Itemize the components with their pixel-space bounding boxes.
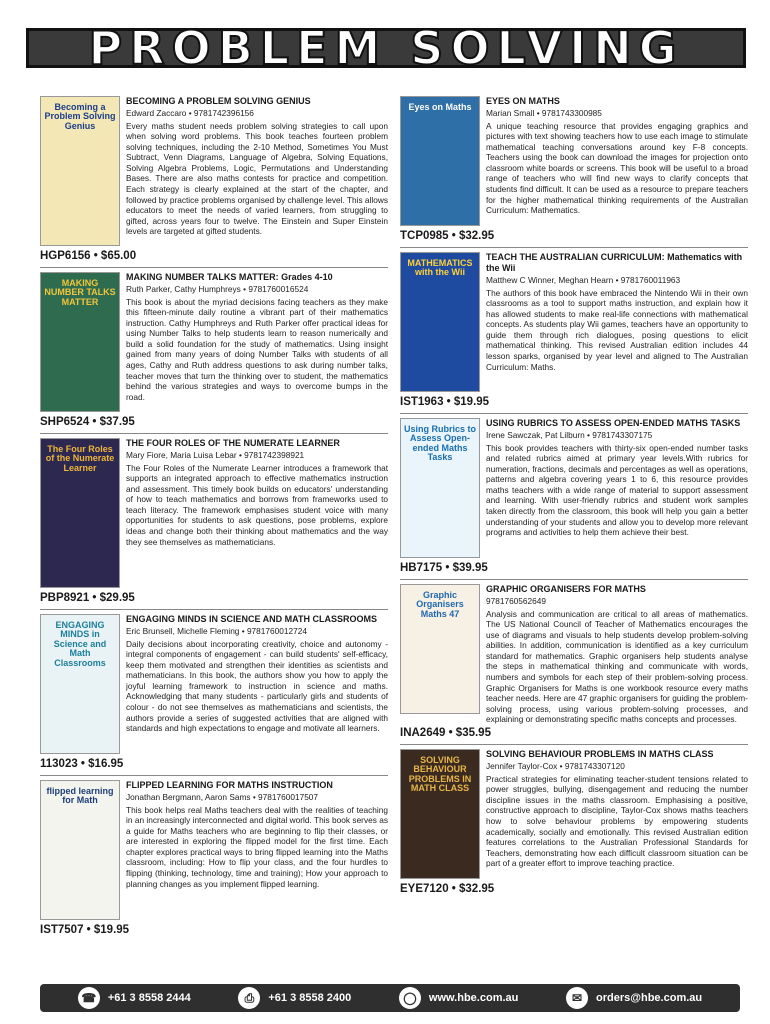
book-title: EYES ON MATHS [486, 96, 560, 106]
book-entry [400, 413, 748, 575]
book-authors-isbn: Eric Brunsell, Michelle Fleming • 9781760012724 [126, 626, 307, 636]
book-authors-isbn: Edward Zaccaro • 9781742396156 [126, 108, 254, 118]
cover-title: The Four Roles of the Numerate Learner [45, 444, 115, 473]
book-authors-isbn: Mary Fiore, Maria Luisa Lebar • 9781742398921 [126, 450, 305, 460]
book-entry [40, 267, 388, 429]
book-description: Every maths student needs problem solving strategies to call upon when solving word problems. This book teaches fourteen problem solving techniques, including the 2-10 Method, Sometimes You Must Subtract, Venn Diagrams, Language of Algebra, Solving Equations, Solving Algebra Problems, Logic, Permutations and Understanding Bases. There are also maths contests for practice and competition. Each strategy is clearly explained at the start of the chapter, and followed by practice problems organised by challenge level. This allows educators to meet the needs of varied learners, from struggling to gifted, across years four to twelve. The Einstein and Super Einstein levels are targeted at gifted students. [126, 120, 388, 237]
footer-email[interactable] [566, 987, 702, 1009]
cover-title: Becoming a Problem Solving Genius [44, 102, 116, 131]
book-title: BECOMING A PROBLEM SOLVING GENIUS [126, 96, 311, 106]
mouse-icon: ◯ [399, 987, 421, 1009]
footer-web[interactable] [399, 987, 518, 1009]
book-code-price: IST1963 • $19.95 [400, 396, 490, 408]
book-code-price: 113023 • $16.95 [40, 758, 124, 770]
book-code-price: EYE7120 • $32.95 [400, 883, 495, 896]
book-title: ENGAGING MINDS IN SCIENCE AND MATH CLASSROOMS [126, 614, 378, 624]
book-title: TEACH THE AUSTRALIAN CURRICULUM: Mathematics with the Wii [486, 252, 743, 273]
book-title: THE FOUR ROLES OF THE NUMERATE LEARNER [126, 438, 340, 448]
book-description: Practical strategies for eliminating teacher-student tensions related to power struggles, bullying, disengagement and reducing the number discipline issues in the maths classroom. Emphasising a positive, constructive approach to discipline, Taylor-Cox shows maths teachers how to solve behaviour problems by empowering students academically, socially and emotionally. This revised Australian edition features correlations to the Australian Professional Standards for Teachers, demonstrating how each difficult classroom situation can be part of a greater effort to improve teaching practice. [486, 773, 748, 869]
contact-footer [40, 984, 740, 1012]
book-code-price: IST7507 • $19.95 [40, 924, 130, 936]
book-authors-isbn: 9781760562649 [486, 596, 546, 606]
book-cover-image [40, 96, 120, 246]
book-cover-image [40, 780, 120, 920]
book-cover-image [40, 614, 120, 754]
left-column [40, 92, 388, 941]
cover-title: Using Rubrics to Assess Open-ended Maths Tasks [404, 424, 477, 463]
phone-number: +61 3 8558 2444 [107, 992, 191, 1004]
book-description: A unique teaching resource that provides engaging graphics and pictures with text showing teachers how to use each image to stimulate mathematical teaching conversations around key F-8 concepts. Teachers using the book can download the images for projection onto classroom white boards or screens. This book will be useful to a broad range of teachers who will find new ways to clarify concepts that students find difficult. It can be used as a resource to prepare teachers for the higher mathematical thinking requirements of the Australian Curriculum: Mathematics. [486, 120, 748, 216]
right-column [400, 92, 748, 900]
book-authors-isbn: Jennifer Taylor-Cox • 9781743307120 [486, 761, 625, 772]
cover-title: Graphic Organisers Maths 47 [416, 590, 464, 619]
book-title: USING RUBRICS TO ASSESS OPEN-ENDED MATHS TASKS [486, 418, 741, 428]
book-entry [40, 775, 388, 937]
book-cover-image [40, 438, 120, 588]
book-cover-image [400, 584, 480, 714]
website-link[interactable]: www.hbe.com.au [428, 992, 519, 1004]
book-description: Daily decisions about incorporating creativity, choice and autonomy - integral components of engagement - can build students' self-efficacy, keep them motivated and strengthen their identities as scientists and mathematicians. In this book, the authors show you how to apply the joyful learning framework to instruction in science and maths. Acknowledging that many students - particularly girls and students of colour - do not see themselves as mathematicians and scientists, the authors provide a series of suggested activities that are aligned with standards and high expectations to engage and motivate all learners. [126, 638, 388, 734]
cover-title: SOLVING BEHAVIOUR PROBLEMS IN MATH CLASS [408, 755, 472, 794]
book-code-price: PBP8921 • $29.95 [40, 592, 135, 604]
book-description: This book provides teachers with thirty-six open-ended number tasks and related rubrics aimed at primary year levels.With rubrics for numeration, fractions, decimals and percentages as well as operations, patterns and algebra covering years 1 to 6, this resource provides maths teachers with a wide range of material to support assessment and learning. With user-friendly rubrics and student work samples taken directly from the classroom, this book will help you gain a better understanding of your students and allow you to develop more relevant programs and activities to help them achieve their best. [486, 442, 748, 538]
book-title: FLIPPED LEARNING FOR MATHS INSTRUCTION [126, 780, 333, 790]
book-code-price: TCP0985 • $32.95 [400, 230, 495, 242]
book-title: SOLVING BEHAVIOUR PROBLEMS IN MATHS CLASS [486, 749, 714, 760]
page-header [26, 18, 746, 78]
book-description: Analysis and communication are critical to all areas of mathematics. The US National Council of Teacher of Mathematics encourages the use of diagrams and visuals to help students develop problem-solving abilities. In addition, communication is identified as a key curriculum standard for mathematics. Graphic organisers help students analyse the steps in mathematical thinking and communicate with words, numbers and symbols for each step of their problem-solving process. Graphic Organisers for Maths is one workbook resource every maths teacher needs. Here are 47 graphic organisers for guiding the problem-solving process, using various problem-solving processes, and explaining or demonstrating specific maths concepts and processes. [486, 608, 748, 725]
cover-title: flipped learning for Math [46, 786, 114, 806]
book-description: The authors of this book have embraced the Nintendo Wii in their own classrooms as a tool to support maths instruction, and explain how it has allowed students to make real-life connections with mathematical concepts. As students play Wii games, teachers have an opportunity to guide them through rich dialogues, posing questions to elicit mathematical thinking. This revised Australian edition includes 44 lesson sparks, organised by year level and aligned to The Australian Curriculum: Maths. [486, 287, 748, 372]
book-description: This book is about the myriad decisions facing teachers as they make this fifteen-minute daily routine a vibrant part of their mathematics instruction. Cathy Humphreys and Ruth Parker offer practical ideas for using Number Talks to help students learn to reason numerically and build a solid foundation for the study of mathematics. Using insight gained from many years of doing Number Talks with students of all ages, Cathy and Ruth address questions to ask during number talks, teacher moves that turn the thinking over to student, the mathematics behind the various strategies and ways to overcome bumps in the road. [126, 296, 388, 402]
fax-number: +61 3 8558 2400 [268, 992, 352, 1004]
cover-title: MAKING NUMBER TALKS MATTER [44, 278, 116, 307]
fax-icon: ⎙ [238, 987, 260, 1009]
book-authors-isbn: Jonathan Bergmann, Aaron Sams • 9781760017507 [126, 792, 319, 802]
book-entry [40, 92, 388, 263]
book-entry [400, 92, 748, 243]
book-cover-image [40, 272, 120, 412]
envelope-icon: ✉ [566, 987, 588, 1009]
book-code-price: HB7175 • $39.95 [400, 562, 488, 574]
book-description: The Four Roles of the Numerate Learner introduces a framework that supports an integrated approach to effective mathematics instruction and assessment. This timely book builds on educators' understanding of how to teach mathematics and borrows from frameworks used to teach literacy. The framework emphasises student voice with many opportunities for students to ask questions, pose problems, explore ideas and change both their thinking about mathematics and the way they see themselves as mathematicians. [126, 462, 388, 547]
book-entry [400, 579, 748, 740]
cover-title: ENGAGING MINDS in Science and Math Classrooms [53, 620, 107, 668]
footer-phone[interactable] [78, 987, 191, 1009]
book-authors-isbn: Matthew C Winner, Meghan Hearn • 9781760011963 [486, 275, 681, 285]
book-cover-image [400, 96, 480, 226]
book-description: This book helps real Maths teachers deal with the realities of teaching in an increasingly interconnected and digital world. This book serves as a guide for Maths teachers who are beginning to flip their classes, or are interested in exploring the flipped model for the first time. Each chapter explores practical ways to bring flipped learning into the Maths classroom, including: How to flip your class, and the four hurdles to flipping (thinking, technology, time and training); How your approach to planning changes as you implement flipped learning. [126, 804, 388, 889]
book-authors-isbn: Ruth Parker, Cathy Humphreys • 9781760016524 [126, 284, 309, 294]
book-code-price: SHP6524 • $37.95 [40, 416, 135, 428]
book-title: GRAPHIC ORGANISERS FOR MATHS [486, 584, 646, 594]
book-code-price: INA2649 • $35.95 [400, 727, 491, 740]
page-title: PROBLEM SOLVING [88, 21, 684, 75]
email-link[interactable]: orders@hbe.com.au [596, 992, 703, 1004]
phone-icon: ☎ [78, 987, 100, 1009]
book-authors-isbn: Irene Sawczak, Pat Lilburn • 9781743307175 [486, 430, 653, 440]
book-cover-image [400, 252, 480, 392]
book-cover-image [400, 418, 480, 558]
book-entry [400, 247, 748, 409]
book-authors-isbn: Marian Small • 9781743300985 [486, 108, 602, 118]
book-code-price: HGP6156 • $65.00 [40, 250, 137, 262]
book-entry [40, 433, 388, 605]
book-entry [40, 609, 388, 771]
footer-fax[interactable] [238, 987, 351, 1009]
book-entry [400, 744, 748, 896]
book-title: MAKING NUMBER TALKS MATTER: Grades 4-10 [126, 272, 333, 282]
book-cover-image [400, 749, 480, 879]
cover-title: Eyes on Maths [408, 102, 472, 112]
cover-title: MATHEMATICS with the Wii [407, 258, 473, 278]
